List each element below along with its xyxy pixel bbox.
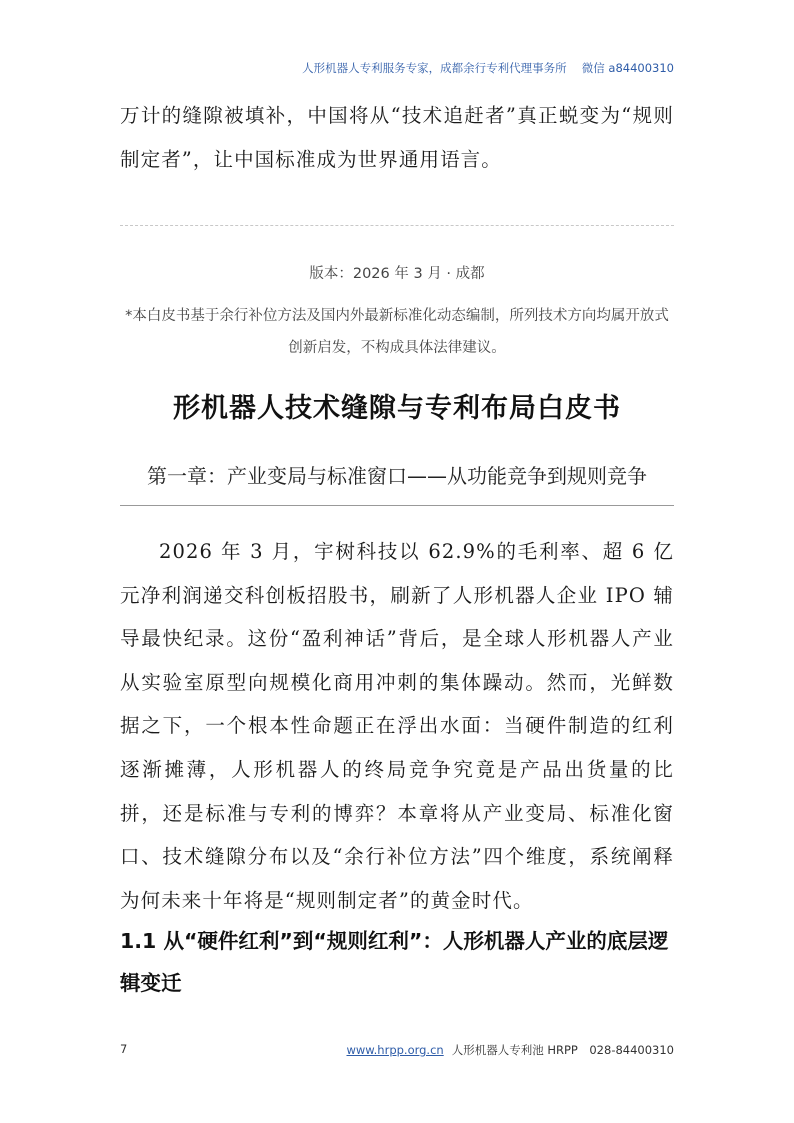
dashed-divider <box>120 225 674 226</box>
intro-paragraph: 万计的缝隙被填补，中国将从“技术追赶者”真正蜕变为“规则制定者”，让中国标准成为世界通用语言。 <box>120 104 674 171</box>
chapter-rule <box>120 505 674 506</box>
disclaimer-note: *本白皮书基于余行补位方法及国内外最新标准化动态编制，所列技术方向均属开放式创新启发，不构成具体法律建议。 <box>125 308 669 356</box>
chapter-paragraph: 2026 年 3 月，宇树科技以 62.9%的毛利率、超 6 亿元净利润递交科创板招股书，刷新了人形机器人企业 IPO 辅导最快纪录。这份“盈利神话”背后，是全球人形机器人产业从实验室原型向规模化商用冲刺的集体躁动。然而，光鲜数据之下，一个根本性命题正在浮出水面：当硬件制造的红利逐渐摊薄，人形机器人的终局竞争究竟是产品出货量的比拼，还是标准与专利的博弈？本章将从产业变局、标准化窗口、技术缝隙分布以及“余行补位方法”四个维度，系统阐释为何未来十年将是“规则制定者”的黄金时代。 <box>120 540 674 912</box>
website-link[interactable]: www.hrpp.org.cn <box>346 1043 444 1057</box>
footer-contact: 人形机器人专利池 HRPP 028-84400310 <box>451 1043 674 1057</box>
page-header: 人形机器人专利服务专家，成都余行专利代理事务所 微信 a84400310 <box>302 61 674 75</box>
page-number: 7 <box>120 1042 128 1056</box>
section-heading: 1.1 从“硬件红利”到“规则红利”：人形机器人产业的底层逻辑变迁 <box>120 929 669 995</box>
page-footer <box>346 1042 674 1058</box>
version-line: 版本：2026 年 3 月 · 成都 <box>309 266 485 282</box>
chapter-heading: 第一章：产业变局与标准窗口——从功能竞争到规则竞争 <box>147 464 647 488</box>
document-title: 形机器人技术缝隙与专利布局白皮书 <box>173 393 621 424</box>
